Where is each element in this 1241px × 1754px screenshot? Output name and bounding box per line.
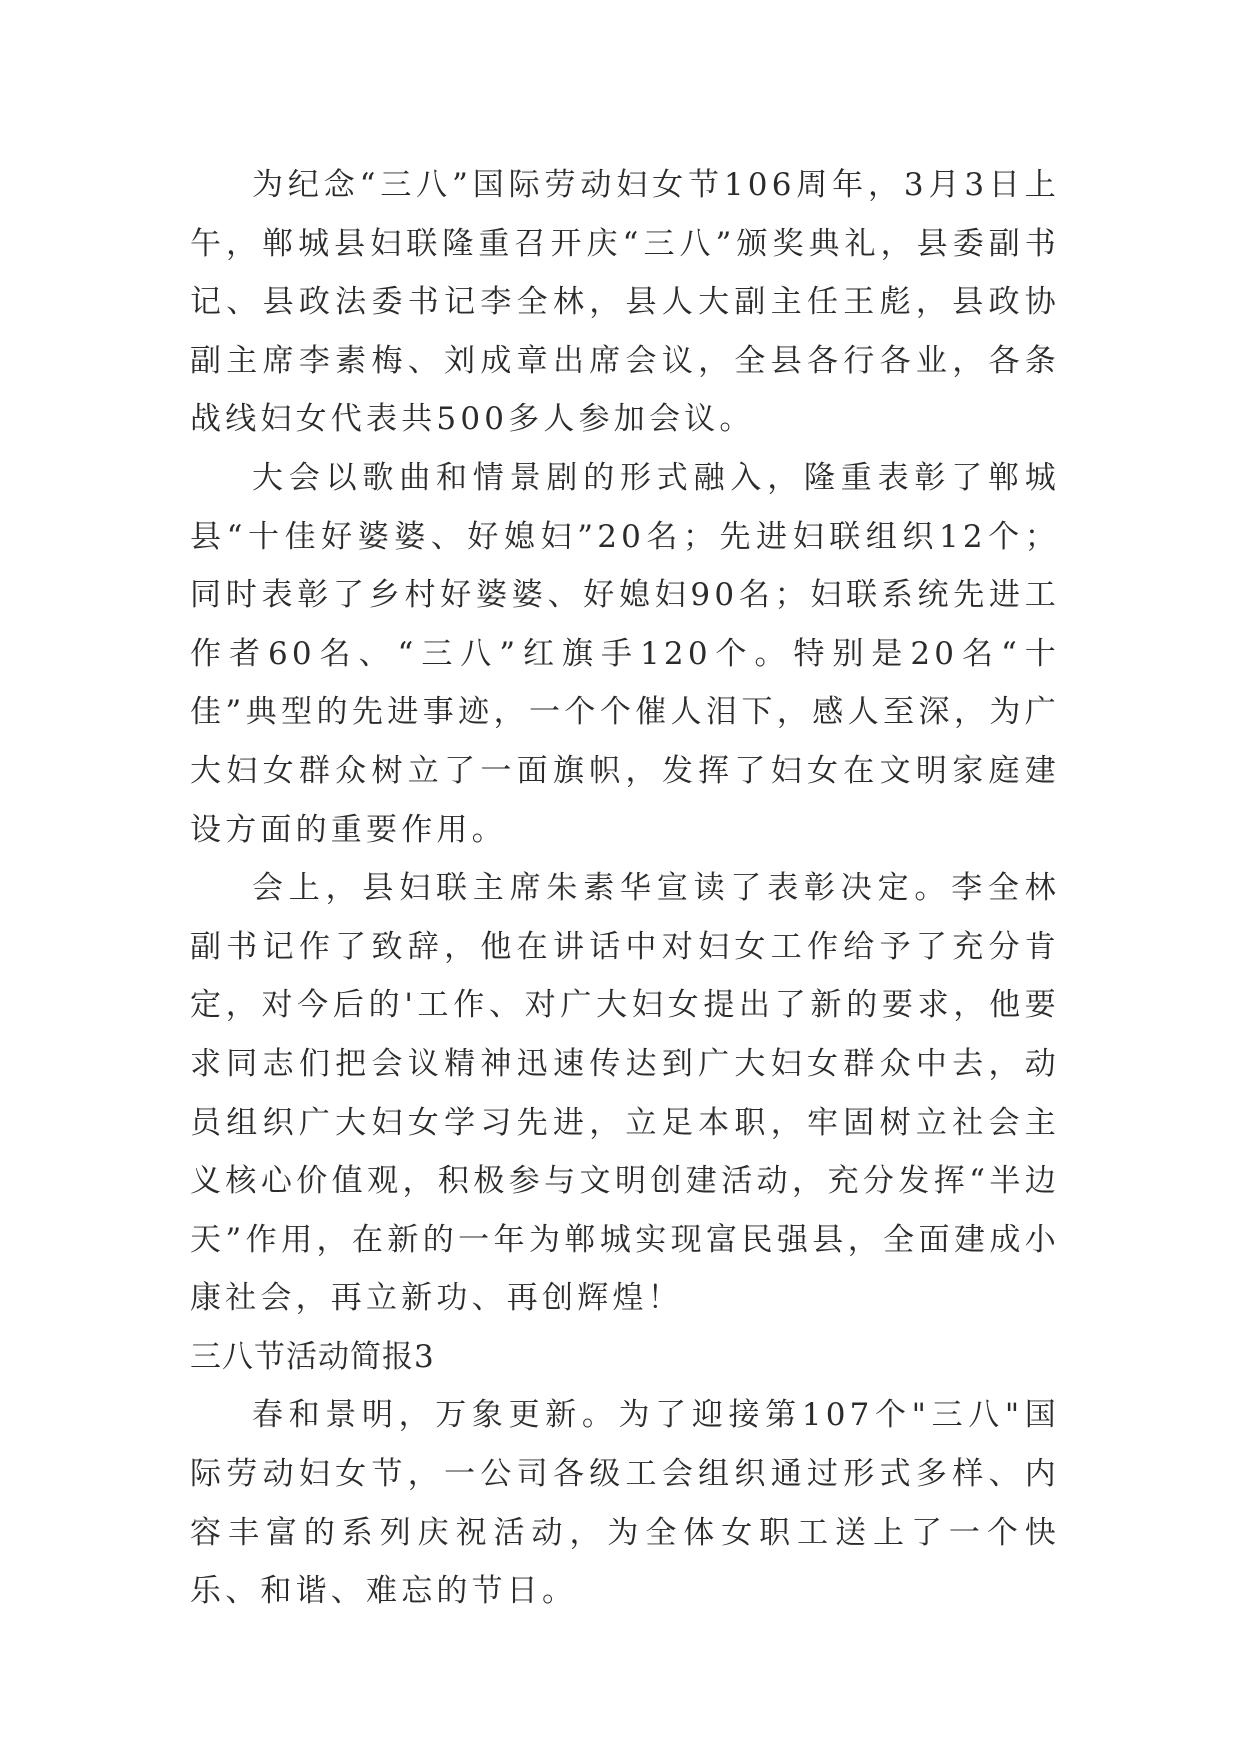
paragraph-celebration: 春和景明，万象更新。为了迎接第107个"三八"国际劳动妇女节，一公司各级工会组织通过形式多样、内容丰富的系列庆祝活动，为全体女职工送上了一个快乐、和谐、难忘的节日。 — [190, 1397, 1060, 1610]
document-body — [190, 156, 1060, 1621]
paragraph-speech: 会上，县妇联主席朱素华宣读了表彰决定。李全林副书记作了致辞，他在讲话中对妇女工作给予了充分肯定，对今后的'工作、对广大妇女提出了新的要求，他要求同志们把会议精神迅速传达到广大妇女群众中去，动员组织广大妇女学习先进，立足本职，牢固树立社会主义核心价值观，积极参与文明创建活动，充分发挥“半边天”作用，在新的一年为郸城实现富民强县，全面建成小康社会，再立新功、再创辉煌！ — [190, 870, 1060, 1317]
paragraph-awards: 大会以歌曲和情景剧的形式融入，隆重表彰了郸城县“十佳好婆婆、好媳妇”20名；先进妇联组织12个；同时表彰了乡村好婆婆、好媳妇90名；妇联系统先进工作者60名、“三八”红旗手120个。特别是20名“十佳”典型的先进事迹，一个个催人泪下，感人至深，为广大妇女群众树立了一面旗帜，发挥了妇女在文明家庭建设方面的重要作用。 — [190, 459, 1060, 848]
paragraph-commemoration: 为纪念“三八”国际劳动妇女节106周年，3月3日上午，郸城县妇联隆重召开庆“三八”颁奖典礼，县委副书记、县政法委书记李全林，县人大副主任王彪，县政协副主席李素梅、刘成章出席会议，全县各行各业，各条战线妇女代表共500多人参加会议。 — [190, 167, 1060, 438]
section-heading: 三八节活动简报3 — [190, 1338, 435, 1375]
